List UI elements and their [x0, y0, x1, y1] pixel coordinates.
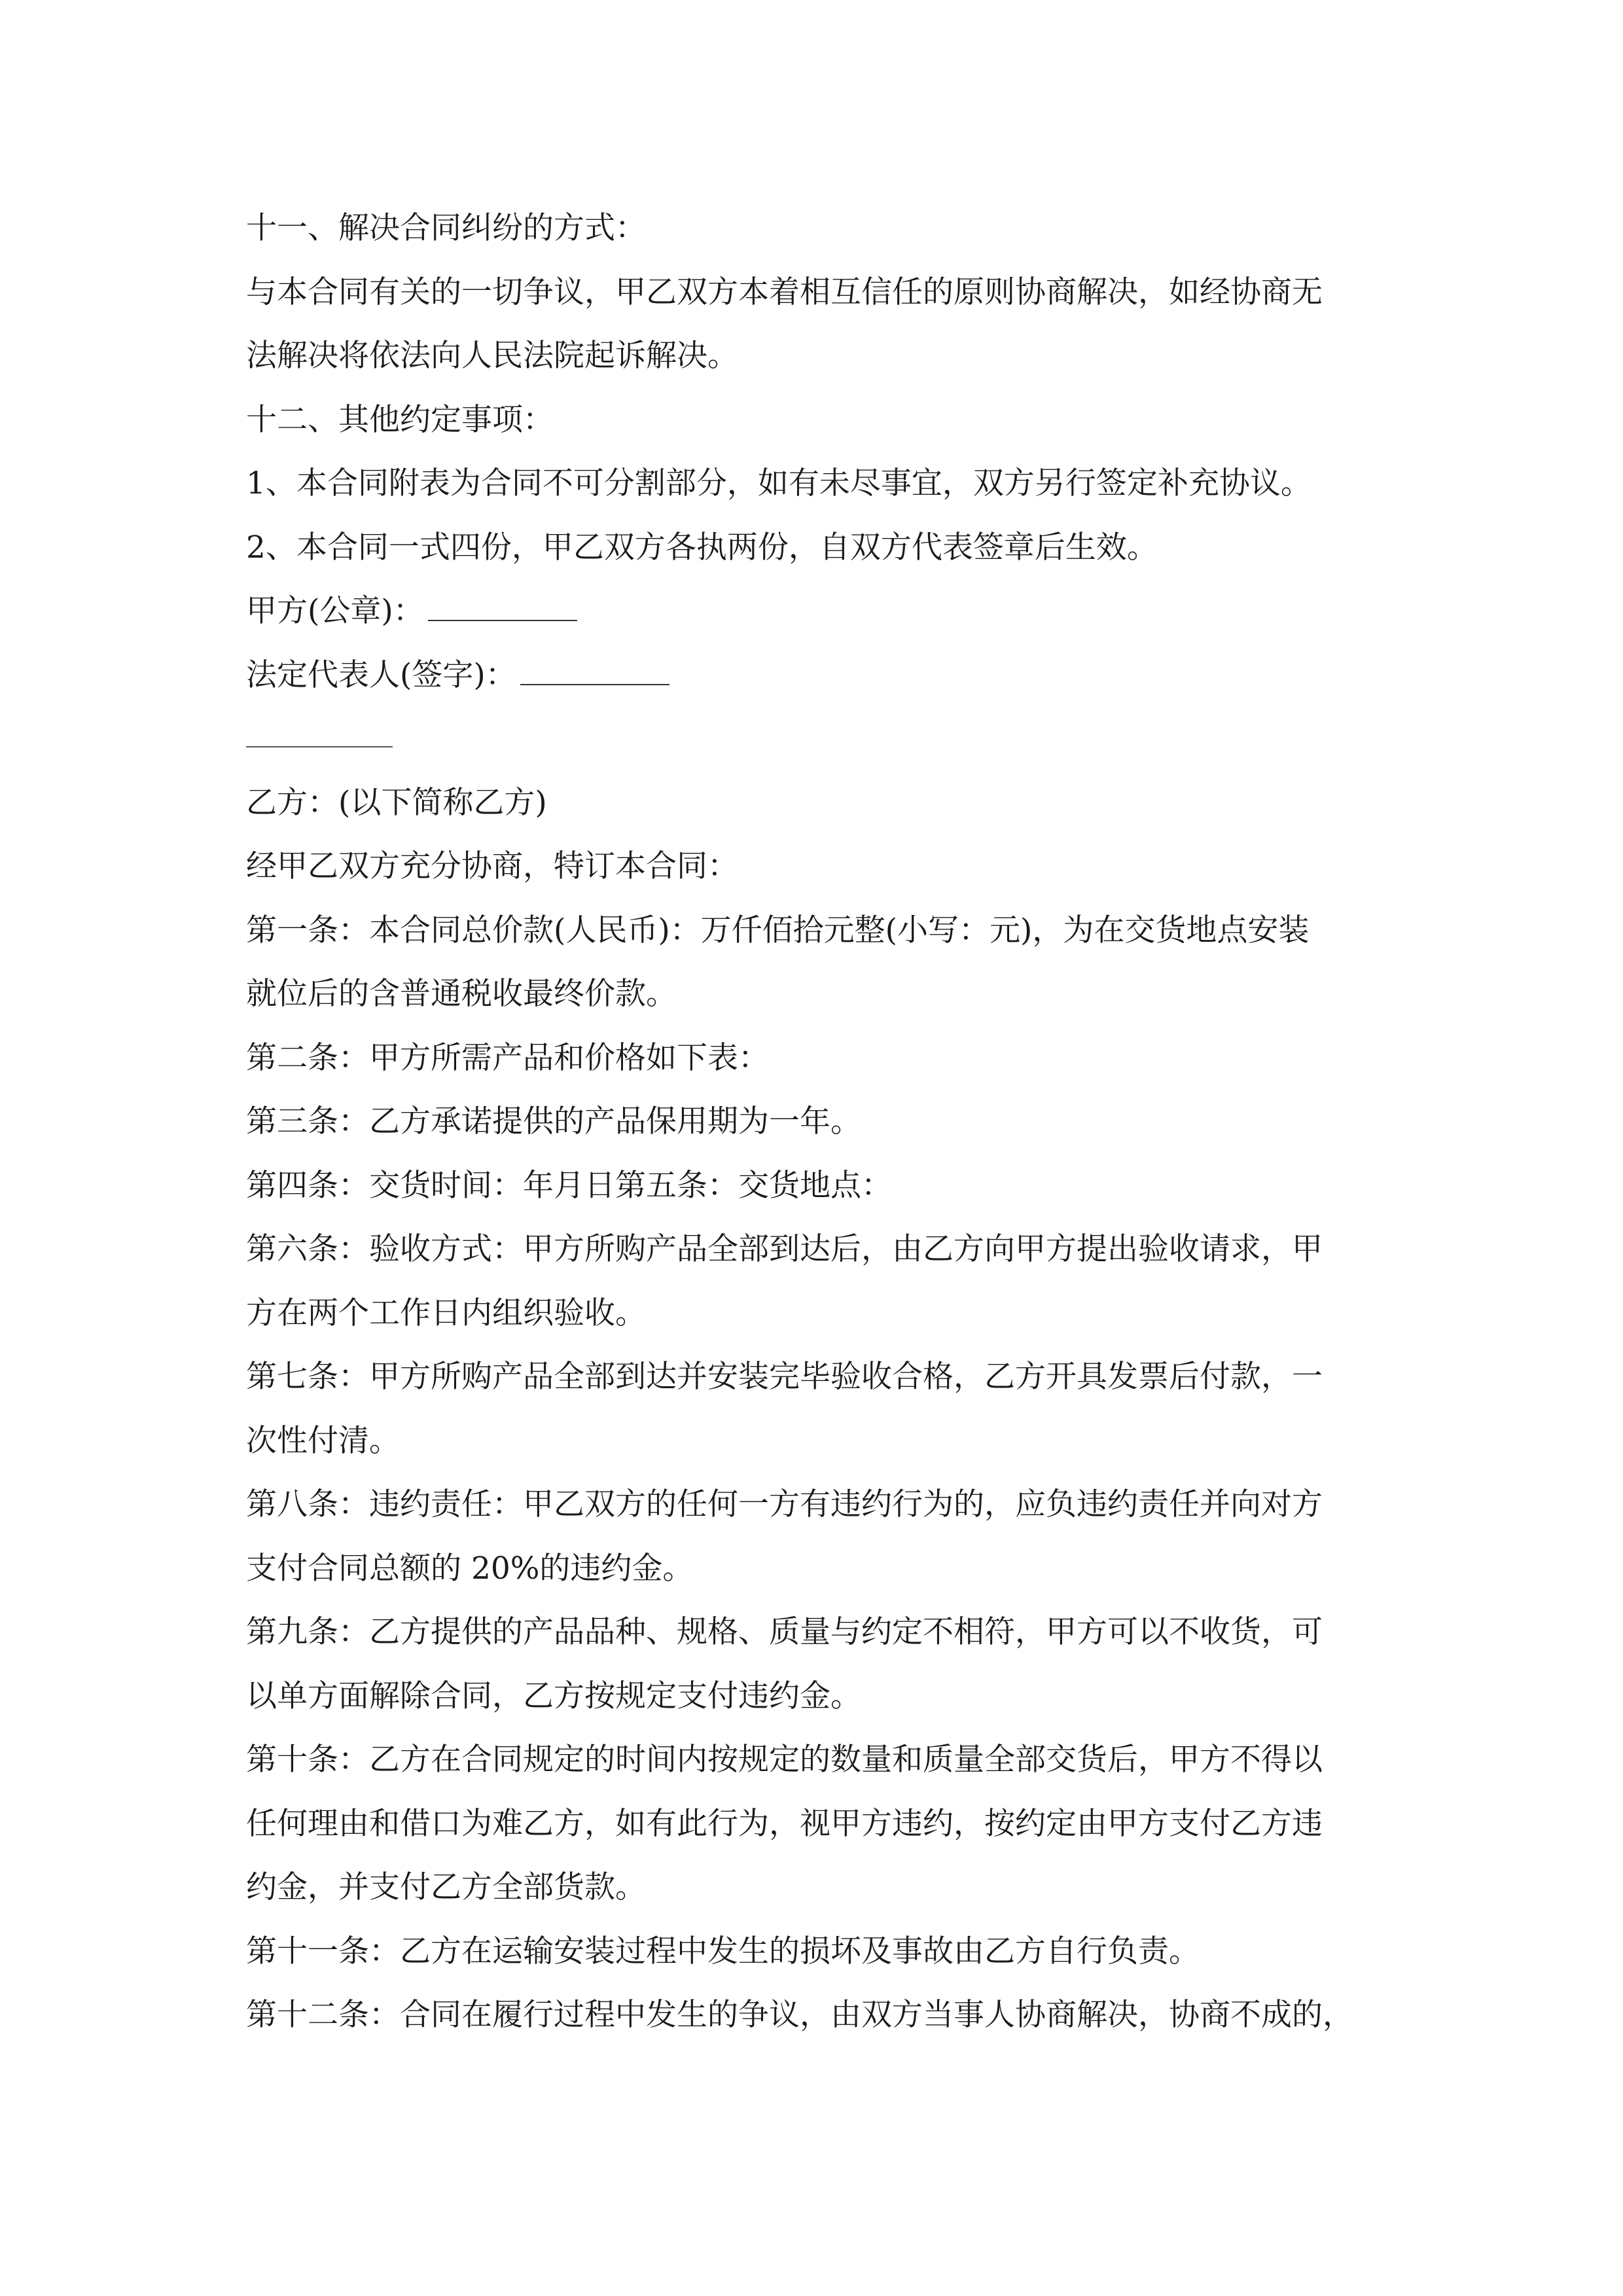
legal-rep-blank [520, 645, 669, 685]
party-a-seal-blank [428, 581, 577, 621]
article-10-line: 第十条：乙方在合同规定的时间内按规定的数量和质量全部交货后，甲方不得以 [246, 1742, 1323, 1778]
article-10-line-cont: 约金，并支付乙方全部货款。 [246, 1869, 646, 1905]
section-heading-dispute: 十一、解决合同纠纷的方式： [246, 210, 646, 246]
article-10-line-cont: 任何理由和借口为难乙方，如有此行为，视甲方违约，按约定由甲方支付乙方违 [246, 1805, 1323, 1842]
legal-rep-label: 法定代表人(签字)： [246, 656, 516, 693]
article-6-line: 第六条：验收方式：甲方所购产品全部到达后，由乙方向甲方提出验收请求，甲 [246, 1231, 1323, 1267]
paragraph-line: 法解决将依法向人民法院起诉解决。 [246, 338, 738, 374]
article-9-line-cont: 以单方面解除合同，乙方按规定支付违约金。 [246, 1677, 861, 1714]
article-6-line-cont: 方在两个工作日内组织验收。 [246, 1295, 646, 1331]
party-a-seal-label: 甲方(公章)： [246, 593, 424, 629]
preamble-line: 经甲乙双方充分协商，特订本合同： [246, 848, 738, 884]
party-a-seal-line [246, 579, 1385, 643]
article-11-line: 第十一条：乙方在运输安装过程中发生的损坏及事故由乙方自行负责。 [246, 1933, 1200, 1969]
contract-body [246, 196, 1385, 2047]
article-4-5-line: 第四条：交货时间：年月日第五条：交货地点： [246, 1167, 892, 1204]
separator-rule [246, 746, 393, 747]
article-7-line-cont: 次性付清。 [246, 1422, 400, 1459]
section-heading-other-terms: 十二、其他约定事项： [246, 401, 554, 438]
term-item-1: 1、本合同附表为合同不可分割部分，如有未尽事宜，双方另行签定补充协议。 [246, 465, 1311, 501]
article-3-line: 第三条：乙方承诺提供的产品保用期为一年。 [246, 1103, 861, 1139]
article-9-line: 第九条：乙方提供的产品品种、规格、质量与约定不相符，甲方可以不收货，可 [246, 1614, 1323, 1650]
article-8-line: 第八条：违约责任：甲乙双方的任何一方有违约行为的，应负违约责任并向对方 [246, 1486, 1323, 1522]
article-7-line: 第七条：甲方所购产品全部到达并安装完毕验收合格，乙方开具发票后付款，一 [246, 1359, 1323, 1395]
separator-line [246, 707, 1385, 771]
article-12-line: 第十二条：合同在履行过程中发生的争议，由双方当事人协商解决，协商不成的， [246, 1997, 1353, 2033]
legal-rep-signature-line [246, 643, 1385, 708]
article-8-line-cont: 支付合同总额的 20%的违约金。 [246, 1550, 694, 1587]
paragraph-line: 与本合同有关的一切争议，甲乙双方本着相互信任的原则协商解决，如经协商无 [246, 274, 1323, 310]
article-1-line-cont: 就位后的含普通税收最终价款。 [246, 976, 677, 1012]
article-2-line: 第二条：甲方所需产品和价格如下表： [246, 1039, 769, 1076]
term-item-2: 2、本合同一式四份，甲乙双方各执两份，自双方代表签章后生效。 [246, 529, 1158, 565]
party-b-line: 乙方：(以下简称乙方) [246, 784, 547, 821]
article-1-line: 第一条：本合同总价款(人民币)：万仟佰拾元整(小写：元)，为在交货地点安装 [246, 912, 1310, 948]
